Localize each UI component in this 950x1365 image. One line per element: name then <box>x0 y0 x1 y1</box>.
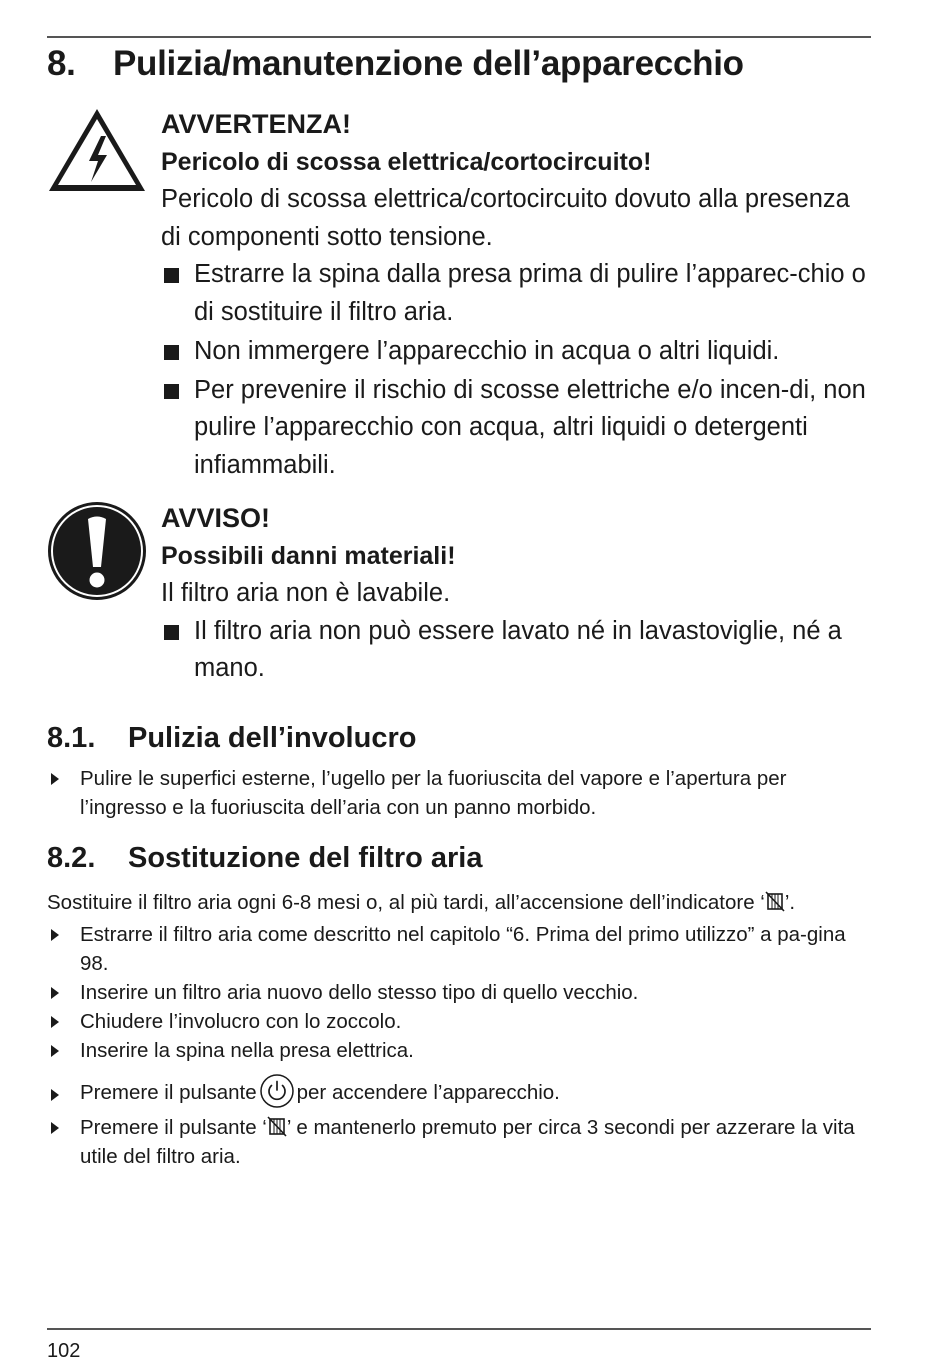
section-2-steps <box>47 920 873 1171</box>
warning-bullets <box>161 256 873 484</box>
electric-shock-warning-icon <box>46 106 148 194</box>
step-item <box>47 1073 873 1109</box>
section-2-heading <box>47 838 483 878</box>
notice-body: Il filtro aria non è lavabile. <box>161 579 451 607</box>
step-text: Pulire le superfici esterne, l’ugello per la fuoriuscita del vapore e l’apertura per l’ingresso e la fuoriuscita dell’aria con un panno morbido. <box>80 767 787 819</box>
chapter-number: 8. <box>47 44 76 83</box>
step-text-end: per accendere l’apparecchio. <box>296 1081 560 1104</box>
intro-text: Sostituire il filtro aria ogni 6-8 mesi o, al più tardi, all’accensione dell’indicatore ‘ <box>47 891 765 914</box>
intro-text-end: ’. <box>784 891 796 914</box>
notice-subtitle: Possibili danni materiali! <box>161 542 456 570</box>
filter-indicator-icon <box>765 890 785 912</box>
step-text: Chiudere l’involucro con lo zoccolo. <box>80 1010 402 1033</box>
warning-bullet: Non immergere l’apparecchio in acqua o altri liquidi. <box>161 333 873 371</box>
step-arrow-icon <box>51 1045 59 1057</box>
step-text: Estrarre il filtro aria come descritto nel capitolo “6. Prima del primo utilizzo” a pa-gina 98. <box>80 923 846 975</box>
filter-indicator-icon <box>267 1115 287 1137</box>
section-2-intro <box>47 888 873 917</box>
step-text: Premere il pulsante <box>80 1081 257 1104</box>
step-item <box>47 1036 873 1065</box>
step-arrow-icon <box>51 1089 59 1101</box>
section-1-heading <box>47 718 416 758</box>
step-arrow-icon <box>51 929 59 941</box>
warning-bullet: Estrarre la spina dalla presa prima di pulire l’apparec-chio o di sostituire il filtro aria. <box>161 256 873 331</box>
warning-body: Pericolo di scossa elettrica/cortocircuito dovuto alla presenza di componenti sotto tensione. <box>161 185 850 251</box>
notice-bullets <box>161 613 873 688</box>
notice-label: AVVISO! <box>161 503 271 533</box>
warning-bullet: Per prevenire il rischio di scosse elettriche e/o incen-di, non pulire l’apparecchio con acqua, altri liquidi o detergenti infiammabili. <box>161 372 873 485</box>
chapter-heading <box>47 40 744 88</box>
step-text-end: ’ e mantenerlo premuto per circa 3 secondi per azzerare la vita utile del filtro aria. <box>80 1116 855 1168</box>
warning-subtitle: Pericolo di scossa elettrica/cortocircuito! <box>161 148 652 176</box>
step-item <box>47 1007 873 1036</box>
section-1-steps <box>47 764 873 822</box>
section-2-number: 8.2. <box>47 842 96 874</box>
power-icon <box>259 1073 295 1109</box>
step-text: Inserire la spina nella presa elettrica. <box>80 1039 414 1062</box>
step-arrow-icon <box>51 1122 59 1134</box>
step-item <box>47 764 873 822</box>
step-arrow-icon <box>51 773 59 785</box>
warning-label: AVVERTENZA! <box>161 109 352 139</box>
step-text: Premere il pulsante ‘ <box>80 1116 267 1139</box>
chapter-title: Pulizia/manutenzione dell’apparecchio <box>113 44 744 83</box>
section-1-title: Pulizia dell’involucro <box>128 722 417 754</box>
step-item <box>47 920 873 978</box>
bottom-rule <box>47 1328 871 1330</box>
step-arrow-icon <box>51 1016 59 1028</box>
step-item <box>47 978 873 1007</box>
warning-block <box>161 105 873 486</box>
top-rule <box>47 36 871 38</box>
notice-block <box>161 499 873 689</box>
step-text: Inserire un filtro aria nuovo dello stesso tipo di quello vecchio. <box>80 981 639 1004</box>
exclamation-icon <box>47 501 147 601</box>
section-1-number: 8.1. <box>47 722 96 754</box>
step-item <box>47 1113 873 1171</box>
step-arrow-icon <box>51 987 59 999</box>
notice-bullet: Il filtro aria non può essere lavato né in lavastoviglie, né a mano. <box>161 613 873 688</box>
section-2-title: Sostituzione del filtro aria <box>128 842 483 874</box>
page-number: 102 <box>47 1340 81 1362</box>
